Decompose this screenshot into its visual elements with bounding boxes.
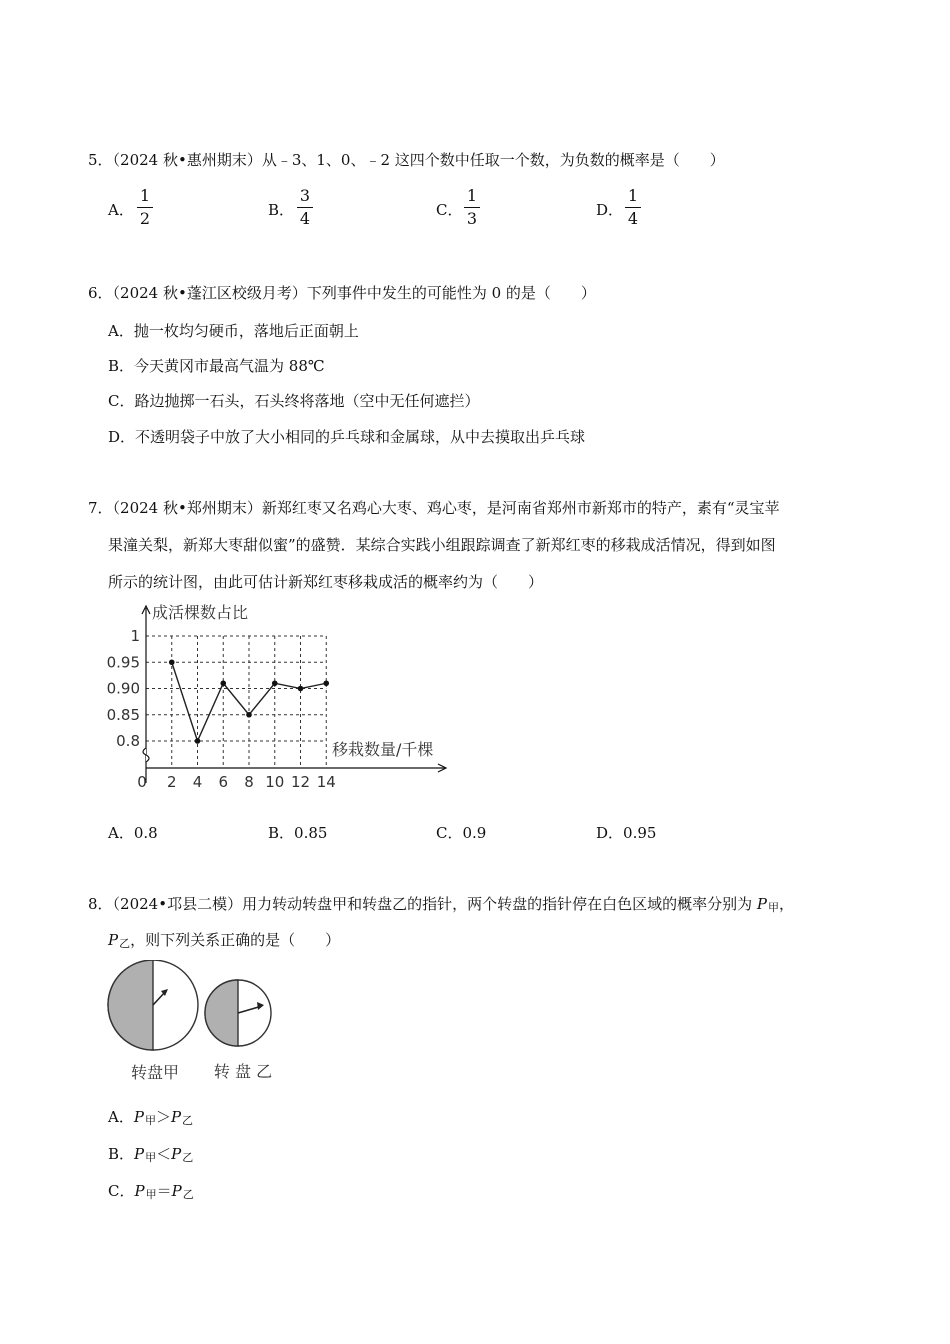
y-tick-label: 0.95 [106, 653, 140, 672]
q6-option-a[interactable]: A．抛一枚均匀硬币，落地后正面朝上 [108, 322, 359, 340]
y-tick-label: 0.90 [106, 679, 140, 698]
q5-stem [88, 142, 725, 178]
q5-option-d-label: D． [596, 201, 624, 219]
q5-option-b-label: B． [268, 201, 295, 219]
q5-option-b-fraction: 3 4 [297, 186, 313, 229]
q7-option-b[interactable]: B．0.85 [268, 824, 328, 842]
x-tick-label: 6 [218, 773, 229, 791]
x-tick-label: 10 [265, 773, 285, 791]
spinner-jia [108, 960, 198, 1050]
q5-option-c-fraction: 1 3 [464, 186, 480, 229]
spinners-figure [100, 960, 285, 1085]
q6-stem-text: （2024 秋•蓬江区校级月考）下列事件中发生的可能性为 0 的是（ ） [112, 284, 596, 302]
spinner-yi-shaded-half [205, 980, 238, 1046]
q7-stem-line-3: 所示的统计图，由此可估计新郑红枣移栽成活的概率约为（ ） [108, 573, 544, 591]
q5-option-a-fraction: 1 2 [137, 186, 153, 229]
q8-number: 8． [88, 895, 113, 913]
data-point [298, 686, 304, 692]
y-tick-label: 1 [130, 627, 140, 645]
x-tick-label: 8 [244, 773, 254, 791]
x-tick-label: 2 [166, 773, 177, 791]
q5-stem-text: （2024 秋•惠州期末）从﹣3、1、0、﹣2 这四个数中任取一个数，为负数的概率是（ ） [112, 151, 725, 169]
q7-option-d[interactable]: D．0.95 [596, 824, 657, 842]
y-tick-label: 0.8 [116, 732, 140, 750]
origin-label: 0 [137, 773, 147, 791]
y-axis-label: 成活棵数占比 [152, 603, 249, 622]
x-tick-label: 12 [290, 773, 311, 791]
axis-break-mark [143, 748, 149, 762]
data-point [169, 659, 175, 665]
spinner-jia-label: 转盘甲 [130, 1063, 180, 1082]
spinner-yi [205, 980, 271, 1046]
data-point [246, 712, 252, 718]
q6-option-b[interactable]: B．今天黄冈市最高气温为 88℃ [108, 357, 325, 375]
data-point [272, 680, 278, 686]
q8-option-b[interactable]: B．P甲＜P乙 [108, 1145, 194, 1164]
survival-rate-chart [100, 598, 460, 798]
q5-option-a-label: A． [108, 201, 134, 219]
q8-stem-line-1: 8．（2024•邛县二模）用力转动转盘甲和转盘乙的指针，两个转盘的指针停在白色区域的概率分别为 P甲， [88, 895, 794, 914]
q8-option-a[interactable]: A．P甲＞P乙 [108, 1108, 194, 1127]
q5-number: 5． [88, 151, 113, 169]
q7-option-a[interactable]: A．0.8 [108, 824, 158, 842]
q7-option-c[interactable]: C．0.9 [436, 824, 487, 842]
q8-option-c[interactable]: C．P甲＝P乙 [108, 1182, 194, 1201]
q8-stem-line-2: P乙，则下列关系正确的是（ ） [108, 931, 341, 950]
q7-stem-line-1: 7．（2024 秋•郑州期末）新郑红枣又名鸡心大枣、鸡心枣，是河南省郑州市新郑市的特产，素有“灵宝苹 [88, 499, 780, 517]
x-tick-label: 4 [192, 773, 203, 791]
q6-stem [88, 275, 596, 311]
spinner-yi-label: 转 盘 乙 [213, 1062, 273, 1081]
chart-grid [146, 636, 326, 768]
q7-number: 7． [88, 499, 113, 517]
q5-option-d-fraction: 1 4 [625, 186, 641, 229]
data-point [195, 738, 201, 744]
q7-stem-line-2: 果潼关梨，新郑大枣甜似蜜”的盛赞．某综合实践小组跟踪调查了新郑红枣的移栽成活情况，得到如图 [108, 536, 776, 554]
data-point [323, 680, 329, 686]
x-tick-label: 14 [316, 773, 336, 791]
q6-number: 6． [88, 284, 113, 302]
data-point [220, 680, 226, 686]
x-axis-label: 移栽数量/千棵 [332, 740, 434, 759]
q6-option-d[interactable]: D．不透明袋子中放了大小相同的乒乓球和金属球，从中去摸取出乒乓球 [108, 428, 586, 446]
q6-option-c[interactable]: C．路边抛掷一石头，石头终将落地（空中无任何遮拦） [108, 392, 480, 410]
spinner-jia-shaded-half [108, 960, 153, 1050]
y-tick-label: 0.85 [106, 705, 140, 724]
q5-option-c-label: C． [436, 201, 463, 219]
